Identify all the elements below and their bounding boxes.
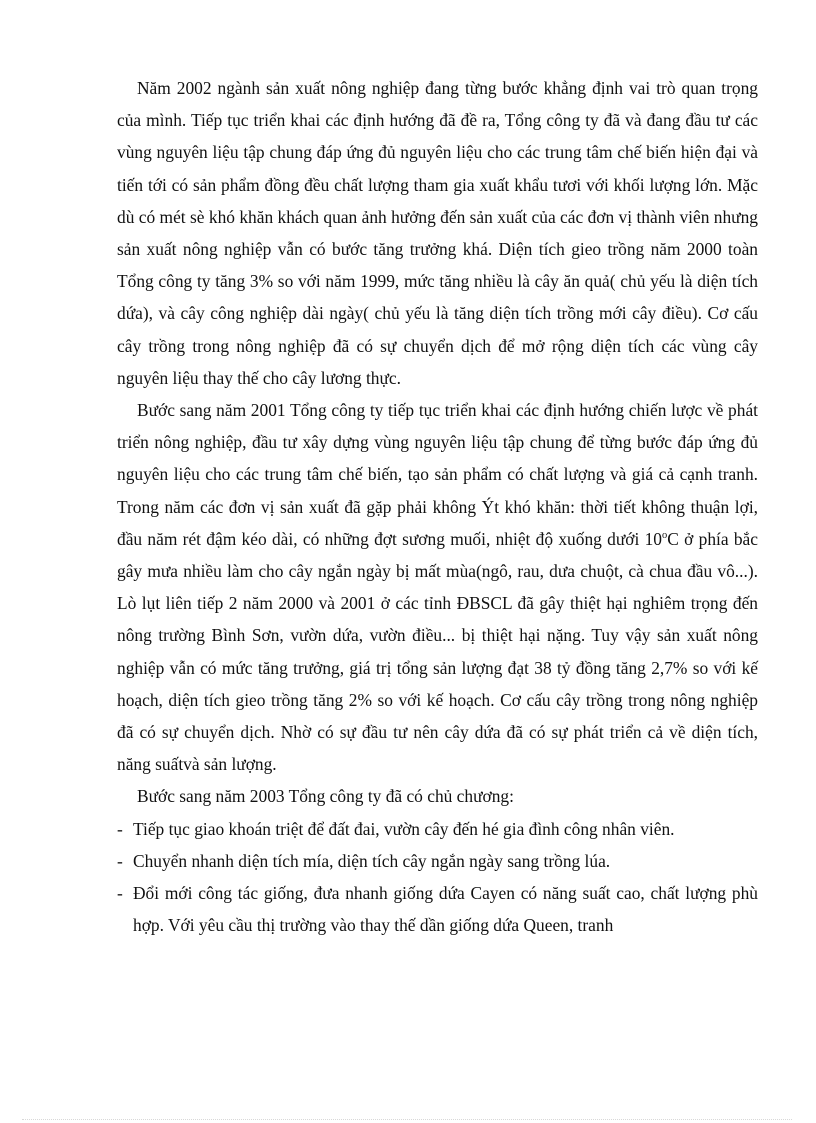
paragraph-2 (117, 394, 758, 780)
bullet-list (117, 813, 758, 942)
paragraph-1: Năm 2002 ngành sản xuất nông nghiệp đang từng bước khẳng định vai trò quan trọng của mình. Tiếp tục triển khai các định hướng đã đề ra, Tổng công ty đã và đang đầu tư các vùng nguyên liệu tập chung đáp ứng đủ nguyên liệu cho các trung tâm chế biến hiện đại và tiến tới có sản phẩm đồng đều chất lượng tham gia xuất khẩu tươi với khối lượng lớn. Mặc dù có mét sè khó khăn khách quan ảnh hưởng đến sản xuất của các đơn vị thành viên nhưng sản xuất nông nghiệp vẫn có bước tăng trưởng khá. Diện tích gieo trồng năm 2000 toàn Tổng công ty tăng 3% so với năm 1999, mức tăng nhiều là cây ăn quả( chủ yếu là diện tích dứa), và cây công nghiệp dài ngày( chủ yếu là tăng diện tích trồng mới cây điều). Cơ cấu cây trồng trong nông nghiệp đã có sự chuyển dịch để mở rộng diện tích các vùng cây nguyên liệu thay thế cho cây lương thực. (117, 78, 758, 388)
list-item-text: Chuyển nhanh diện tích mía, diện tích cây ngắn ngày sang trồng lúa. (133, 850, 611, 871)
list-item (117, 845, 758, 877)
degree-mark: o (662, 530, 668, 542)
paragraph-2-text: Bước sang năm 2001 Tổng công ty tiếp tục triển khai các định hướng chiến lược về phát triển nông nghiệp, đầu tư xây dựng vùng nguyên liệu tập chung để từng bước đáp ứng đủ nguyên liệu cho các trung tâm chế biến, tạo sản phẩm có chất lượng và giá cả cạnh tranh. Trong năm các đơn vị sản xuất đã gặp phải không Ýt khó khăn: thời tiết không thuận lợi, đầu năm rét đậm kéo dài, có những đợt sương muối, nhiệt độ xuống dưới 10 (117, 400, 758, 549)
paragraph-2-rest: C ở phía bắc gây mưa nhiều làm cho cây ngắn ngày bị mất mùa(ngô, rau, dưa chuột, cà chua đầu vô...). Lò lụt liên tiếp 2 năm 2000 và 2001 ở các tỉnh ĐBSCL đã gây thiệt hại nghiêm trọng đến nông trường Bình Sơn, vườn dứa, vườn điều... bị thiệt hại nặng. Tuy vậy sản xuất nông nghiệp vẫn có mức tăng trưởng, giá trị tổng sản lượng đạt 38 tỷ đồng tăng 2,7% so với kế hoạch, diện tích gieo trồng tăng 2% so với kế hoạch. Cơ cấu cây trồng trong nông nghiệp đã có sự chuyển dịch. Nhờ có sự đầu tư nên cây dứa đã có sự phát triển cả về diện tích, năng suấtvà sản lượng. (117, 528, 758, 775)
list-item (117, 813, 758, 845)
bullet-dash: - (117, 850, 123, 871)
paragraph-3: Bước sang năm 2003 Tổng công ty đã có chủ chương: (137, 786, 514, 807)
document-body (117, 72, 758, 941)
list-item-text: Tiếp tục giao khoán triệt để đất đai, vườn cây đến hé gia đình công nhân viên. (133, 818, 675, 839)
list-item (117, 877, 758, 941)
bullet-dash: - (117, 883, 123, 904)
page-bottom-divider (22, 1119, 792, 1120)
list-item-text: Đổi mới công tác giống, đưa nhanh giống dứa Cayen có năng suất cao, chất lượng phù hợp. Với yêu cầu thị trường vào thay thế dần giống dứa Queen, tranh (133, 883, 758, 936)
bullet-dash: - (117, 818, 123, 839)
